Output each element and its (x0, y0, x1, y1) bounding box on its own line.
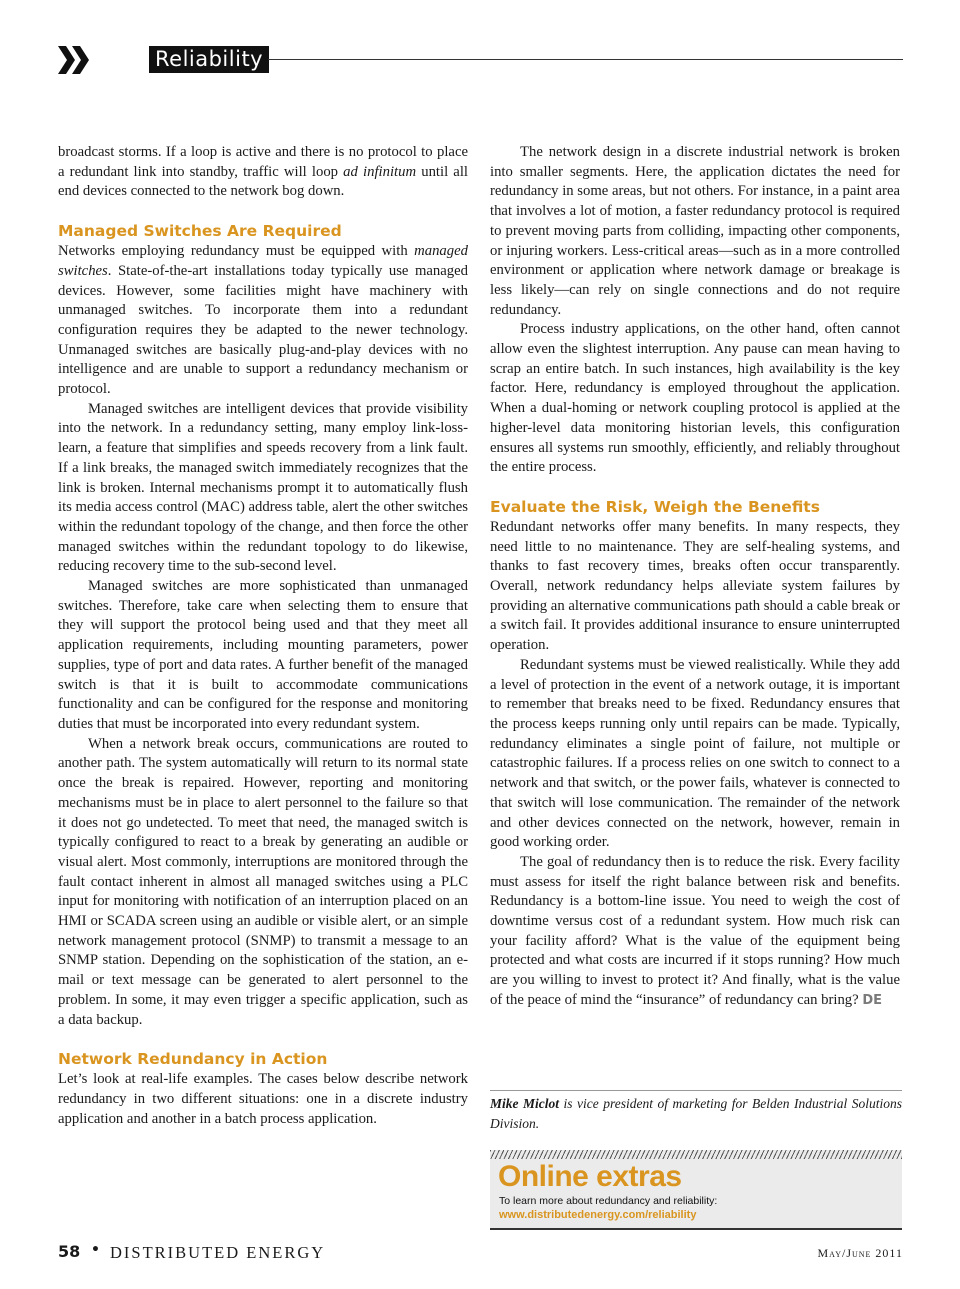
header-rule (268, 59, 903, 60)
footer-bullet: • (91, 1242, 100, 1258)
section-header (58, 44, 903, 76)
subheading-network-redundancy: Network Redundancy in Action (58, 1050, 328, 1069)
online-extras-title: Online extras (498, 1160, 682, 1193)
double-chevron-icon (58, 44, 92, 76)
paragraph: Redundant systems must be viewed realistically. While they add a level of protection in the event of a network outage, it is important to remember that breaks need to be fixed. Redundancy ensures that the process keeps running only until repairs can be made. Typically, redundancy eliminates a single point of failure, not multiple or catastrophic failures. If a process relies on one switch to connect to a network and that switch, or the power fails, whatever is connected to that switch will lose communication. The remainder of the network and other devices connected on the network, however, remain in good working order. (490, 656, 900, 851)
online-extras-box (490, 1150, 902, 1230)
paragraph: Networks employing redundancy must be equipped with managed switches. State-of-the-art installations today typically use managed devices. However, some facilities might have machinery with unmanaged switches. To incorporate them into a redundant configuration requires they be adapted to the newer technology. Unmanaged switches are basically plug-and-play devices with no intelligence and are unable to support a redundancy mechanism or protocol. (58, 243, 468, 398)
magazine-name: DISTRIBUTED ENERGY (110, 1243, 326, 1262)
subheading-evaluate-risk: Evaluate the Risk, Weigh the Benefits (490, 497, 820, 516)
right-column (490, 143, 900, 1011)
paragraph: When a network break occurs, communications are routed to another path. The system automatically will return to its normal state once the break is repaired. However, reporting and monitoring mechanisms must be in place to alert personnel to the failure so that it does not go undetected. To meet that need, the managed switch is typically configured to react to a break by generating an audible or visual alert. Most commonly, interruptions are monitored through the fault contact inherent in almost all managed switches using a PLC input for monitoring with notification of an interruption placed on an HMI or SCADA screen using an audible or visible alert, or an simple network management protocol (SNMP) to transmit a message to an SNMP station. Depending on the sophistication of the station, an e-mail or text message can be generated to alert personnel to the problem. In some, it may even trigger a specific application, such as a data backup. (58, 735, 468, 1028)
hatch-divider (490, 1150, 902, 1159)
end-mark: DE (862, 992, 882, 1008)
paragraph: Redundant networks offer many benefits. In many respects, they need little to no maintenance. They are self-healing systems, and thanks to fast recovery times, breaks often occur transparently. Overall, network redundancy helps alleviate system failures by providing an alternative communications path should a cable break or a switch fail. It provides additional insurance to ensure uninterrupted operation. (490, 518, 900, 654)
paragraph: The network design in a discrete industrial network is broken into smaller segments. Here, the application dictates the need for redundancy in some areas, but not others. For instance, in a paint area that involves a lot of motion, a faster redundancy protocol is required to prevent moving parts from colliding, impacting other components, or injuring workers. Less-critical areas—such as in a more controlled environment or application where network damage or breakage is less likely—can rely on single connections and do not require redundancy. (490, 144, 900, 318)
author-bio: Mike Miclot is vice president of marketing for Belden Industrial Solutions Division. (490, 1090, 902, 1133)
page-footer (58, 1242, 903, 1264)
online-extras-link[interactable]: www.distributedenergy.com/reliability (499, 1209, 697, 1221)
paragraph: Let’s look at real-life examples. The cases below describe network redundancy in two different situations: one in a discrete industry application and another in a batch process application. (58, 1071, 468, 1127)
issue-date: May/June 2011 (817, 1246, 903, 1260)
paragraph: Process industry applications, on the other hand, often cannot allow even the slightest interruption. Any pause can mean having to scrap an entire batch. In such instances, high availability is the key factor. Here, redundancy is employed throughout the application. When a dual-homing or network coupling protocol is applied at the higher-level data monitoring historian levels, this configuration ensures all systems run smoothly, efficiently, and reliably throughout the entire process. (490, 321, 900, 476)
paragraph: The goal of redundancy then is to reduce the risk. Every facility must assess for itself the right balance between risk and benefits. Redundancy is a bottom-line issue. You need to weigh the cost of downtime versus cost of a redundant system. How much risk can your facility afford? What is the value of the equipment being protected and what costs are incurred if it stops running? How much are you willing to invest to protect it? And finally, what is the value of the peace of mind the “insurance” of redundancy can bring? DE (490, 853, 900, 1008)
subheading-managed-switches: Managed Switches Are Required (58, 222, 342, 241)
paragraph: Managed switches are more sophisticated than unmanaged switches. Therefore, take care when selecting them to ensure that they will support the protocol being used and that they meet all application requirements, including mounting parameters, power supplies, type of port and data rates. A further benefit of the managed switch is that it is built to accommodate communications functionality and can be configured for the response and monitoring duties that must be incorporated into every redundant system. (58, 578, 468, 732)
page-number: 58 (58, 1242, 81, 1261)
online-extras-text: To learn more about redundancy and reliability: (499, 1195, 718, 1207)
paragraph: Managed switches are intelligent devices that provide visibility into the network. In a redundancy setting, many employ link-loss-learn, a feature that simplifies and speeds recovery from a link fault. If a link breaks, the managed switch immediately recognizes that the link is broken. Internal mechanisms prompt it to automatically flush its media access control (MAC) address table, alert the other switches within the redundant topology of the change, and then force the other managed switches within the redundant topology to do likewise, reducing recovery time to the sub-second level. (58, 400, 468, 575)
paragraph: broadcast storms. If a loop is active and there is no protocol to place a redundant link into standby, traffic will loop ad infinitum until all end devices connected to the network bog down. (58, 144, 468, 200)
left-column (58, 143, 468, 1129)
author-name: Mike Miclot (490, 1096, 559, 1111)
section-title: Reliability (149, 46, 269, 73)
